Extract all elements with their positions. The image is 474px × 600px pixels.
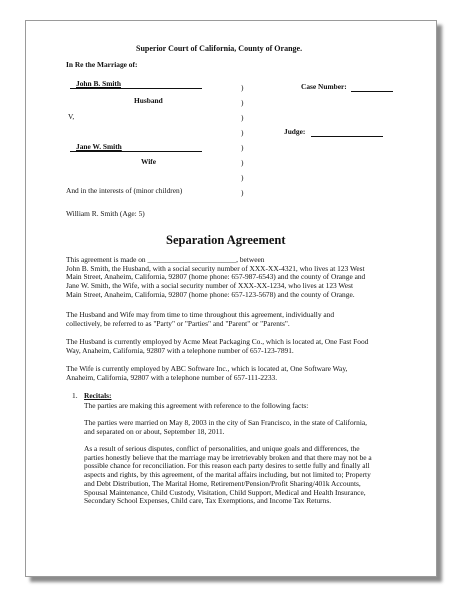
paragraph-line: parties honestly believe that the marriage may be irretrievably broken and that there may not be a <box>84 452 372 462</box>
caption-bracket: ) <box>241 113 244 122</box>
wife-name: Jane W. Smith <box>76 142 122 151</box>
husband-label: Husband <box>134 96 163 105</box>
recitals-heading: Recitals: <box>84 391 112 400</box>
paragraph-line: This agreement is made on ________________________, between <box>66 255 265 264</box>
in-re-heading: In Re the Marriage of: <box>66 60 138 69</box>
paragraph-line: The Husband and Wife may from time to time throughout this agreement, individually and <box>66 310 335 319</box>
case-number-label: Case Number: <box>301 82 347 91</box>
paragraph-line: Jane W. Smith, the Wife, with a social security number of XXX-XX-1234, who lives at 123 West <box>66 281 354 291</box>
caption-bracket: ) <box>241 143 244 152</box>
paragraph-line: Way, Anaheim, California, 92807 with a telephone number of 657-123-7891. <box>66 345 294 355</box>
intro-paragraph <box>66 256 386 300</box>
recitals-number: 1. <box>72 391 78 400</box>
children-intro: And in the interests of (minor children) <box>66 186 183 195</box>
paragraph-line: Main Street, Anaheim, California, 92807 (home phone: 657-987-6543) and the county of Orange and <box>66 272 366 282</box>
husband-employment-paragraph <box>66 338 386 355</box>
judge-label: Judge: <box>284 127 306 136</box>
husband-name: John B. Smith <box>76 79 121 88</box>
wife-employment-paragraph <box>66 365 386 382</box>
recitals-married-paragraph <box>84 419 404 436</box>
wife-label: Wife <box>141 157 157 166</box>
paragraph-line: possible chance for reconciliation. For this reason each party desires to settle fully and finally all <box>84 461 370 471</box>
paragraph-line: The Husband is currently employed by Acme Meat Packaging Co., which is located at, One Fast Food <box>66 337 369 346</box>
judge-line <box>311 136 383 137</box>
caption-bracket: ) <box>241 128 244 137</box>
paragraph-line: Spousal Maintenance, Child Custody, Visitation, Child Support, Medical and Health Insurance, <box>84 487 366 497</box>
caption-bracket: ) <box>241 188 244 197</box>
document-page <box>25 20 437 577</box>
paragraph-line: The parties were married on May 8, 2003 in the city of San Francisco, in the state of California, <box>84 418 368 427</box>
paragraph-line: aspects and rights, by this agreement, of the marital affairs including, but not limited to; Property <box>84 470 371 480</box>
wife-name-line <box>70 151 202 152</box>
case-number-line <box>351 91 393 92</box>
document-title: Separation Agreement <box>166 233 286 247</box>
paragraph-line: collectively, be referred to as "Party" or "Parties" and "Parent" or "Parents". <box>66 318 290 328</box>
paragraph-line: John B. Smith, the Husband, with a social security number of XXX-XX-4321, who lives at 123 West <box>66 263 365 273</box>
child-entry: William R. Smith (Age: 5) <box>66 209 145 218</box>
parties-paragraph <box>66 311 386 328</box>
paragraph-line: Main Street, Anaheim, California, 92807 (home phone: 657-123-5678) and the county of Orange. <box>66 289 355 299</box>
paragraph-line: Secondary School Expenses, Child care, Tax Exemptions, and Income Tax Returns. <box>84 496 332 506</box>
recitals-intro: The parties are making this agreement with reference to the following facts: <box>84 401 309 410</box>
caption-bracket: ) <box>241 98 244 107</box>
caption-bracket: ) <box>241 173 244 182</box>
caption-bracket: ) <box>241 83 244 92</box>
versus-label: V, <box>68 112 75 121</box>
paragraph-line: and Debt Distribution, The Marital Home, Retirement/Pension/Profit Sharing/401k Accounts, <box>84 478 361 488</box>
paragraph-line: Anaheim, California, 92807 with a telephone number of 657-111-2233. <box>66 372 278 382</box>
recitals-disputes-paragraph <box>84 445 404 506</box>
caption-bracket: ) <box>241 158 244 167</box>
paragraph-line: and separated on or about, September 18, 2011. <box>84 426 225 436</box>
paragraph-line: As a result of serious disputes, conflict of personalities, and unique goals and differences, the <box>84 444 360 453</box>
paragraph-line: The Wife is currently employed by ABC Software Inc., which is located at, One Software Way, <box>66 364 348 373</box>
husband-name-line <box>70 88 202 89</box>
court-title: Superior Court of California, County of Orange. <box>136 44 303 53</box>
